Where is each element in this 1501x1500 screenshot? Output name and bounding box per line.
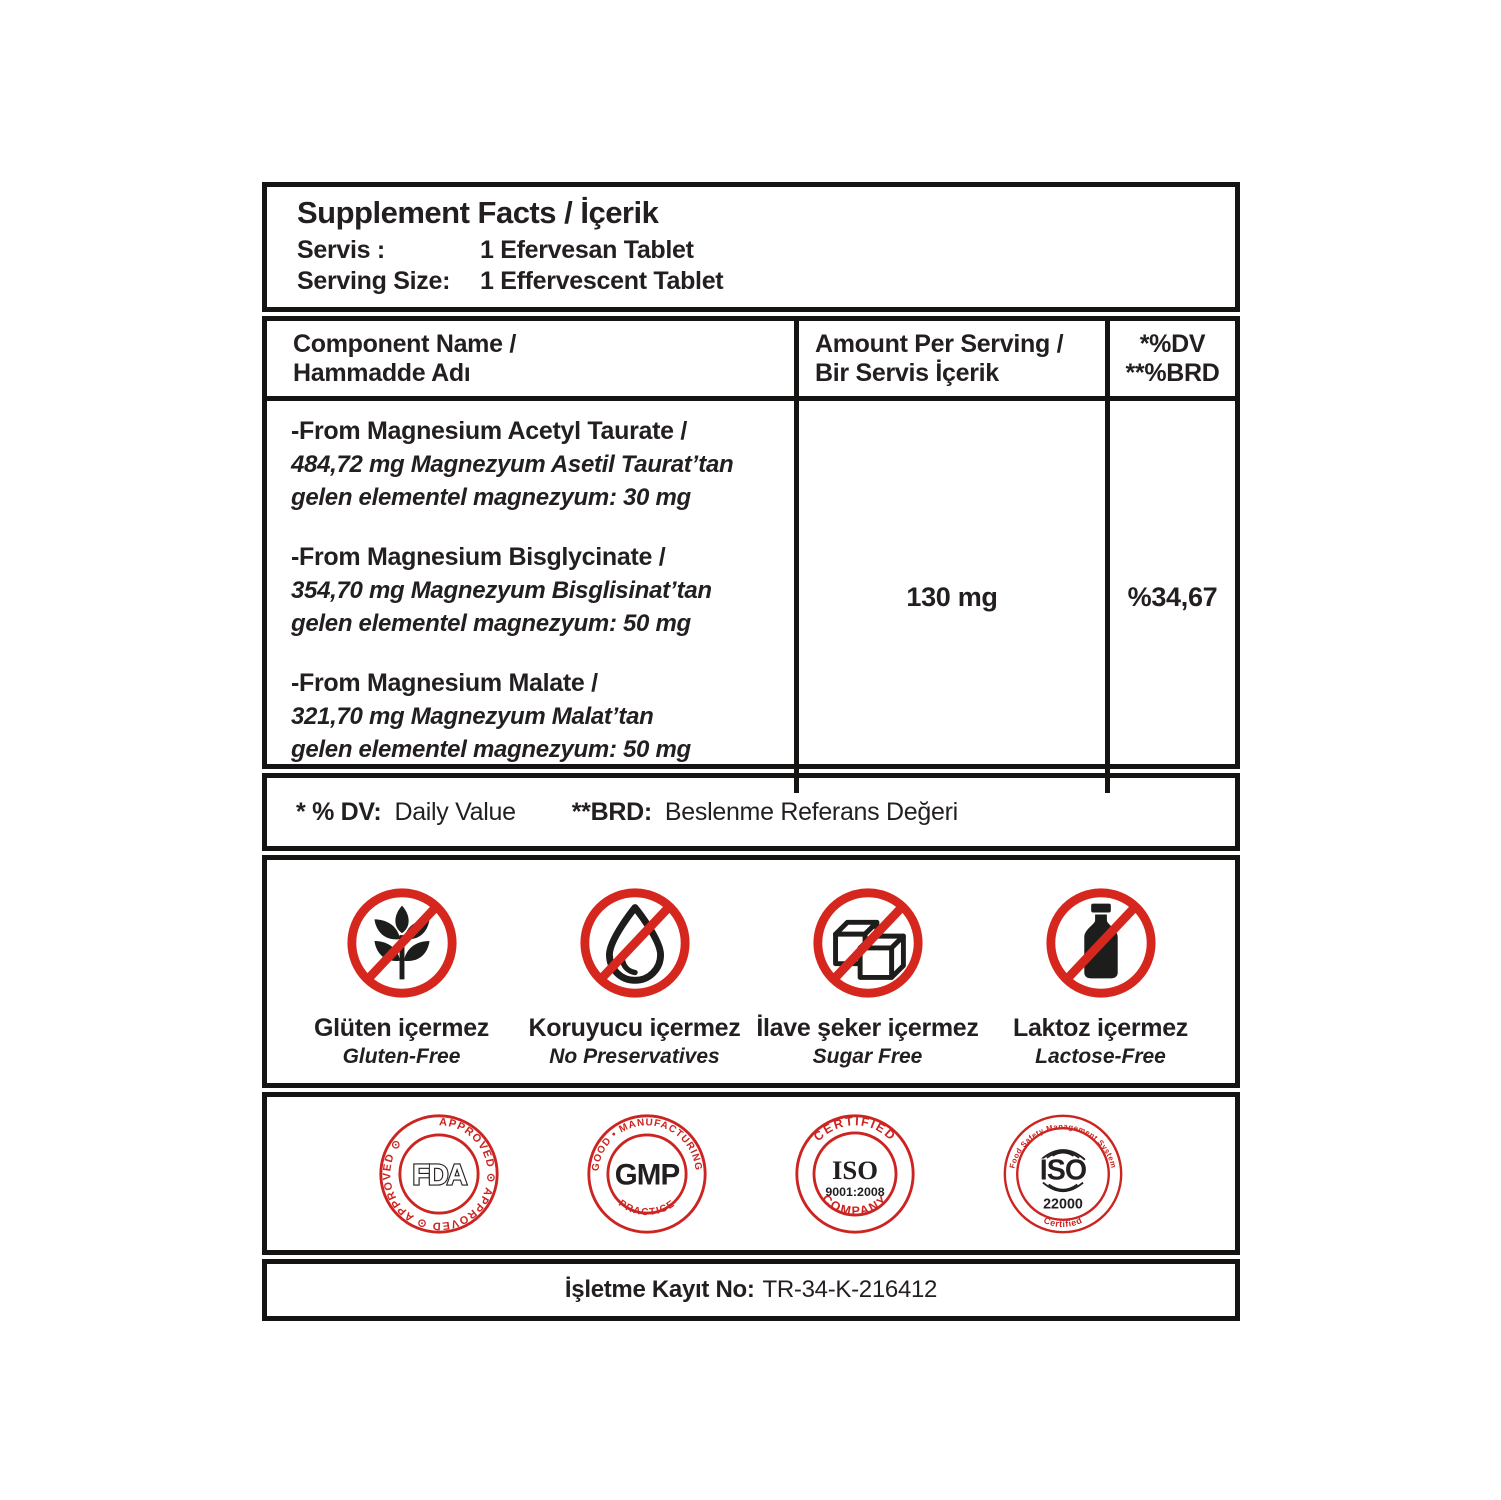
registration-label: İşletme Kayıt No: [564, 1276, 755, 1303]
fda-approved-stamp [377, 1112, 501, 1236]
col-header-component: Component Name / Hammadde Adı [267, 321, 794, 401]
badge-title: Glüten içermez [313, 1014, 490, 1042]
registration-section [262, 1259, 1240, 1321]
badge-gluten-free [289, 884, 514, 1083]
badge-title: İlave şeker içermez [756, 1014, 979, 1042]
nutrition-table [262, 316, 1240, 769]
no-lactose-icon [1042, 884, 1160, 1002]
badge-subtitle: Lactose-Free [1035, 1045, 1166, 1068]
badge-title: Koruyucu içermez [528, 1014, 741, 1042]
badge-subtitle: No Preservatives [549, 1045, 720, 1068]
amount-value: 130 mg [794, 401, 1105, 793]
iso-text: ISO [832, 1154, 878, 1185]
registration-number: TR-34-K-216412 [762, 1276, 938, 1303]
svg-text:CERTIFIED: CERTIFIED [810, 1113, 900, 1144]
no-preservatives-icon [576, 884, 694, 1002]
supplement-facts-panel [262, 182, 1240, 1325]
dv-legend-text: Daily Value [394, 797, 516, 826]
brd-legend-text: Beslenme Referans Değeri [664, 797, 958, 826]
iso-text: ISO [1039, 1154, 1087, 1187]
fda-text: FDA [412, 1158, 466, 1191]
gmp-stamp [585, 1112, 709, 1236]
svg-text:GOOD • MANUFACTURING: GOOD • MANUFACTURING [590, 1116, 704, 1172]
component-row: -From Magnesium Malate / 321,70 mg Magnezyum Malat’tan gelen elementel magnezyum: 50 mg [291, 669, 691, 763]
svg-text:• PRACTICE •: • PRACTICE • [609, 1192, 685, 1218]
iso-22000-sub: 22000 [1043, 1195, 1083, 1212]
serving-size-value: 1 Effervescent Tablet [480, 267, 724, 295]
badge-subtitle: Gluten-Free [342, 1045, 461, 1068]
servis-row [297, 235, 1215, 266]
component-row: -From Magnesium Bisglycinate / 354,70 mg Magnezyum Bisglisinat’tan gelen elementel magnezyum: 50 mg [291, 543, 712, 637]
svg-text:Certified: Certified [1042, 1214, 1084, 1229]
badge-title: Laktoz içermez [1012, 1014, 1189, 1042]
brd-legend-label: **BRD: [571, 797, 652, 826]
iso-22000-stamp [1001, 1112, 1125, 1236]
badge-lactose-free [988, 884, 1213, 1083]
iso-9001-sub: 9001:2008 [825, 1184, 885, 1199]
serving-size-label: Serving Size: [297, 267, 451, 295]
component-list [267, 401, 794, 793]
col-header-dv: *%DV **%BRD [1105, 321, 1235, 401]
no-sugar-icon [809, 884, 927, 1002]
gmp-text: GMP [614, 1157, 680, 1191]
badge-no-preservatives [522, 884, 747, 1083]
svg-text:APPROVED ⊙ APPROVED ⊙ APPROVED: APPROVED ⊙ APPROVED ⊙ APPROVED ⊙ [381, 1115, 497, 1232]
dv-legend-label: * % DV: [296, 797, 382, 826]
badge-subtitle: Sugar Free [812, 1045, 923, 1068]
badge-sugar-free [755, 884, 980, 1083]
iso-9001-stamp [793, 1112, 917, 1236]
servis-label: Servis : [297, 236, 385, 264]
free-from-badges-section [262, 855, 1240, 1088]
facts-header-section [262, 182, 1240, 312]
svg-text:COMPANY: COMPANY [819, 1191, 891, 1218]
servis-value: 1 Efervesan Tablet [480, 236, 694, 264]
certification-stamps-section [262, 1092, 1240, 1255]
serving-size-row [297, 266, 1215, 297]
col-header-amount: Amount Per Serving / Bir Servis İçerik [794, 321, 1105, 401]
svg-text:Food Safety Management System: Food Safety Management System [1007, 1121, 1119, 1169]
panel-title: Supplement Facts / İçerik [297, 195, 659, 230]
no-gluten-icon [343, 884, 461, 1002]
dv-value: %34,67 [1105, 401, 1235, 793]
component-row: -From Magnesium Acetyl Taurate / 484,72 mg Magnezyum Asetil Taurat’tan gelen elementel magnezyum: 30 mg [291, 417, 734, 511]
